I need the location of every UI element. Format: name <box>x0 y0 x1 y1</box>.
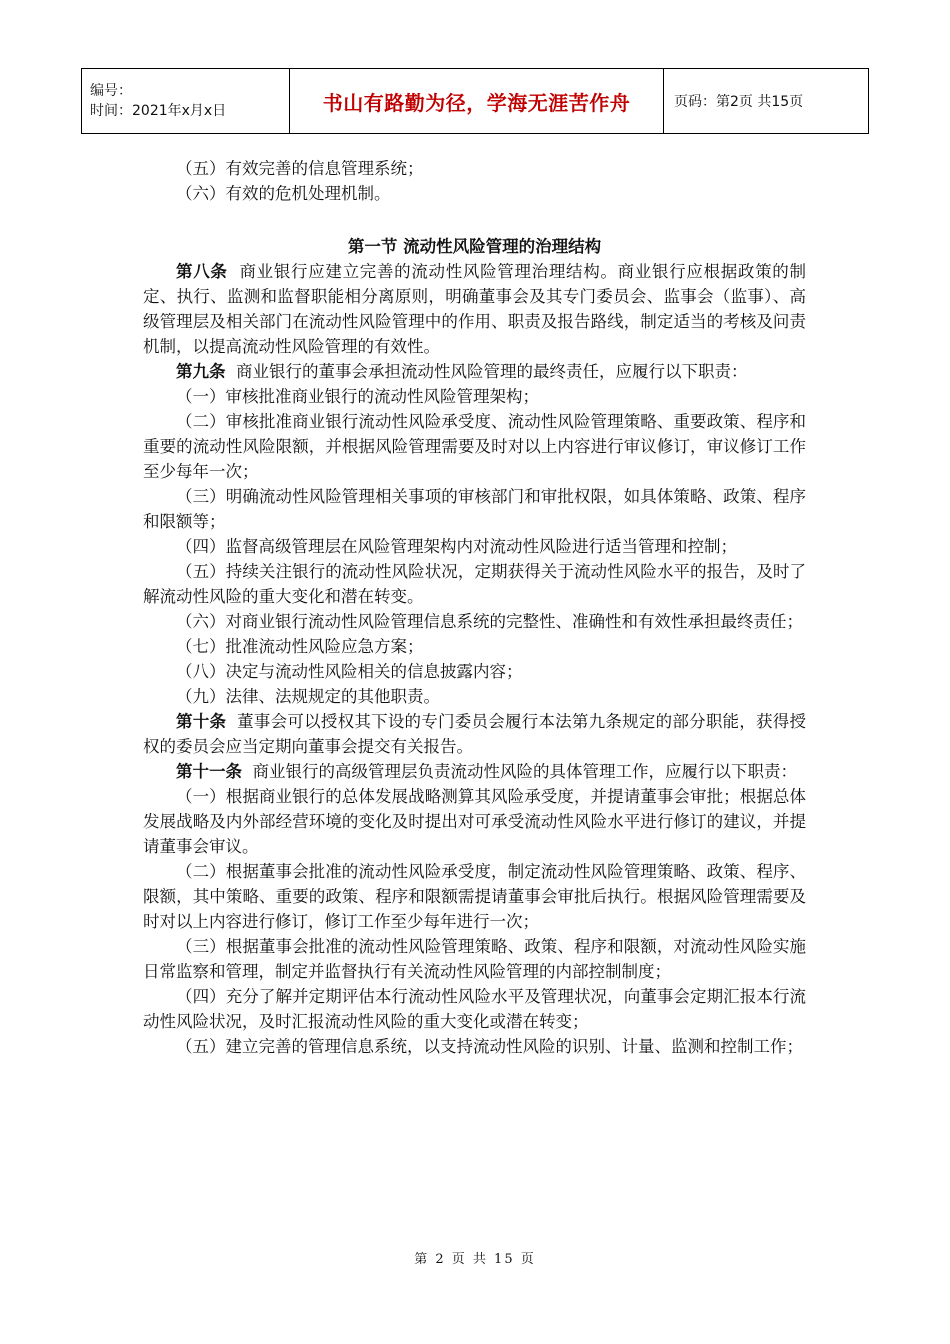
article-number: 第十一条 <box>176 762 242 781</box>
clause-paragraph: （九）法律、法规规定的其他职责。 <box>176 687 440 706</box>
clause-paragraph: （五）持续关注银行的流动性风险状况，定期获得关于流动性风险水平的报告，及时了解流动性风险的重大变化和潜在转变。 <box>143 562 806 606</box>
article-paragraph <box>143 759 806 784</box>
article-number: 第九条 <box>176 362 226 381</box>
article-text: 董事会可以授权其下设的专门委员会履行本法第九条规定的部分职能，获得授权的委员会应当定期向董事会提交有关报告。 <box>143 712 806 756</box>
article-text: 商业银行的董事会承担流动性风险管理的最终责任，应履行以下职责： <box>225 362 748 381</box>
article-text: 商业银行应建立完善的流动性风险管理治理结构。商业银行应根据政策的制定、执行、监测和监督职能相分离原则，明确董事会及其专门委员会、监事会（监事）、高级管理层及相关部门在流动性风险管理中的作用、职责及报告路线，制定适当的考核及问责机制，以提高流动性风险管理的有效性。 <box>143 262 807 356</box>
clause-paragraph: （四）监督高级管理层在风险管理架构内对流动性风险进行适当管理和控制； <box>176 537 737 556</box>
clause-paragraph: （五）有效完善的信息管理系统； <box>176 159 424 178</box>
clause-paragraph: （六）对商业银行流动性风险管理信息系统的完整性、准确性和有效性承担最终责任； <box>176 612 803 631</box>
clause-paragraph: （一）审核批准商业银行的流动性风险管理架构； <box>176 387 539 406</box>
article-paragraph <box>143 359 806 384</box>
article-number: 第八条 <box>176 262 228 281</box>
article-text: 商业银行的高级管理层负责流动性风险的具体管理工作，应履行以下职责： <box>242 762 797 781</box>
clause-paragraph: （八）决定与流动性风险相关的信息披露内容； <box>176 662 523 681</box>
clause-paragraph: （三）根据董事会批准的流动性风险管理策略、政策、程序和限额，对流动性风险实施日常监察和管理，制定并监督执行有关流动性风险管理的内部控制制度； <box>143 937 806 981</box>
header-meta-cell <box>82 69 290 134</box>
article-paragraph <box>143 259 806 359</box>
header-page-info: 页码：第2页 共15页 <box>664 69 869 134</box>
article-number: 第十条 <box>176 712 227 731</box>
header-motto: 书山有路勤为径，学海无涯苦作舟 <box>290 69 664 134</box>
clause-paragraph: （二）审核批准商业银行流动性风险承受度、流动性风险管理策略、重要政策、程序和重要的流动性风险限额，并根据风险管理需要及时对以上内容进行审议修订，审议修订工作至少每年一次； <box>143 412 806 481</box>
clause-paragraph: （一）根据商业银行的总体发展战略测算其风险承受度，并提请董事会审批；根据总体发展战略及内外部经营环境的变化及时提出对可承受流动性风险水平进行修订的建议，并提请董事会审议。 <box>143 787 806 856</box>
clause-paragraph: （三）明确流动性风险管理相关事项的审核部门和审批权限，如具体策略、政策、程序和限额等； <box>143 487 806 531</box>
clause-paragraph: （二）根据董事会批准的流动性风险承受度，制定流动性风险管理策略、政策、程序、限额，其中策略、重要的政策、程序和限额需提请董事会审批后执行。根据风险管理需要及时对以上内容进行修订，修订工作至少每年进行一次； <box>143 862 806 931</box>
clause-paragraph: （七）批准流动性风险应急方案； <box>176 637 424 656</box>
clause-paragraph: （四）充分了解并定期评估本行流动性风险水平及管理状况，向董事会定期汇报本行流动性风险状况，及时汇报流动性风险的重大变化或潜在转变； <box>143 987 806 1031</box>
section-heading: 第一节 流动性风险管理的治理结构 <box>347 237 602 256</box>
page-footer: 第 2 页 共 15 页 <box>414 1252 536 1267</box>
clause-paragraph: （五）建立完善的管理信息系统，以支持流动性风险的识别、计量、监测和控制工作； <box>176 1037 803 1056</box>
article-paragraph <box>143 709 806 759</box>
document-body <box>143 156 806 1059</box>
header-table <box>81 68 869 134</box>
doc-number-label: 编号： <box>90 83 132 99</box>
date-label: 时间：2021年x月x日 <box>90 103 227 119</box>
clause-paragraph: （六）有效的危机处理机制。 <box>176 184 391 203</box>
